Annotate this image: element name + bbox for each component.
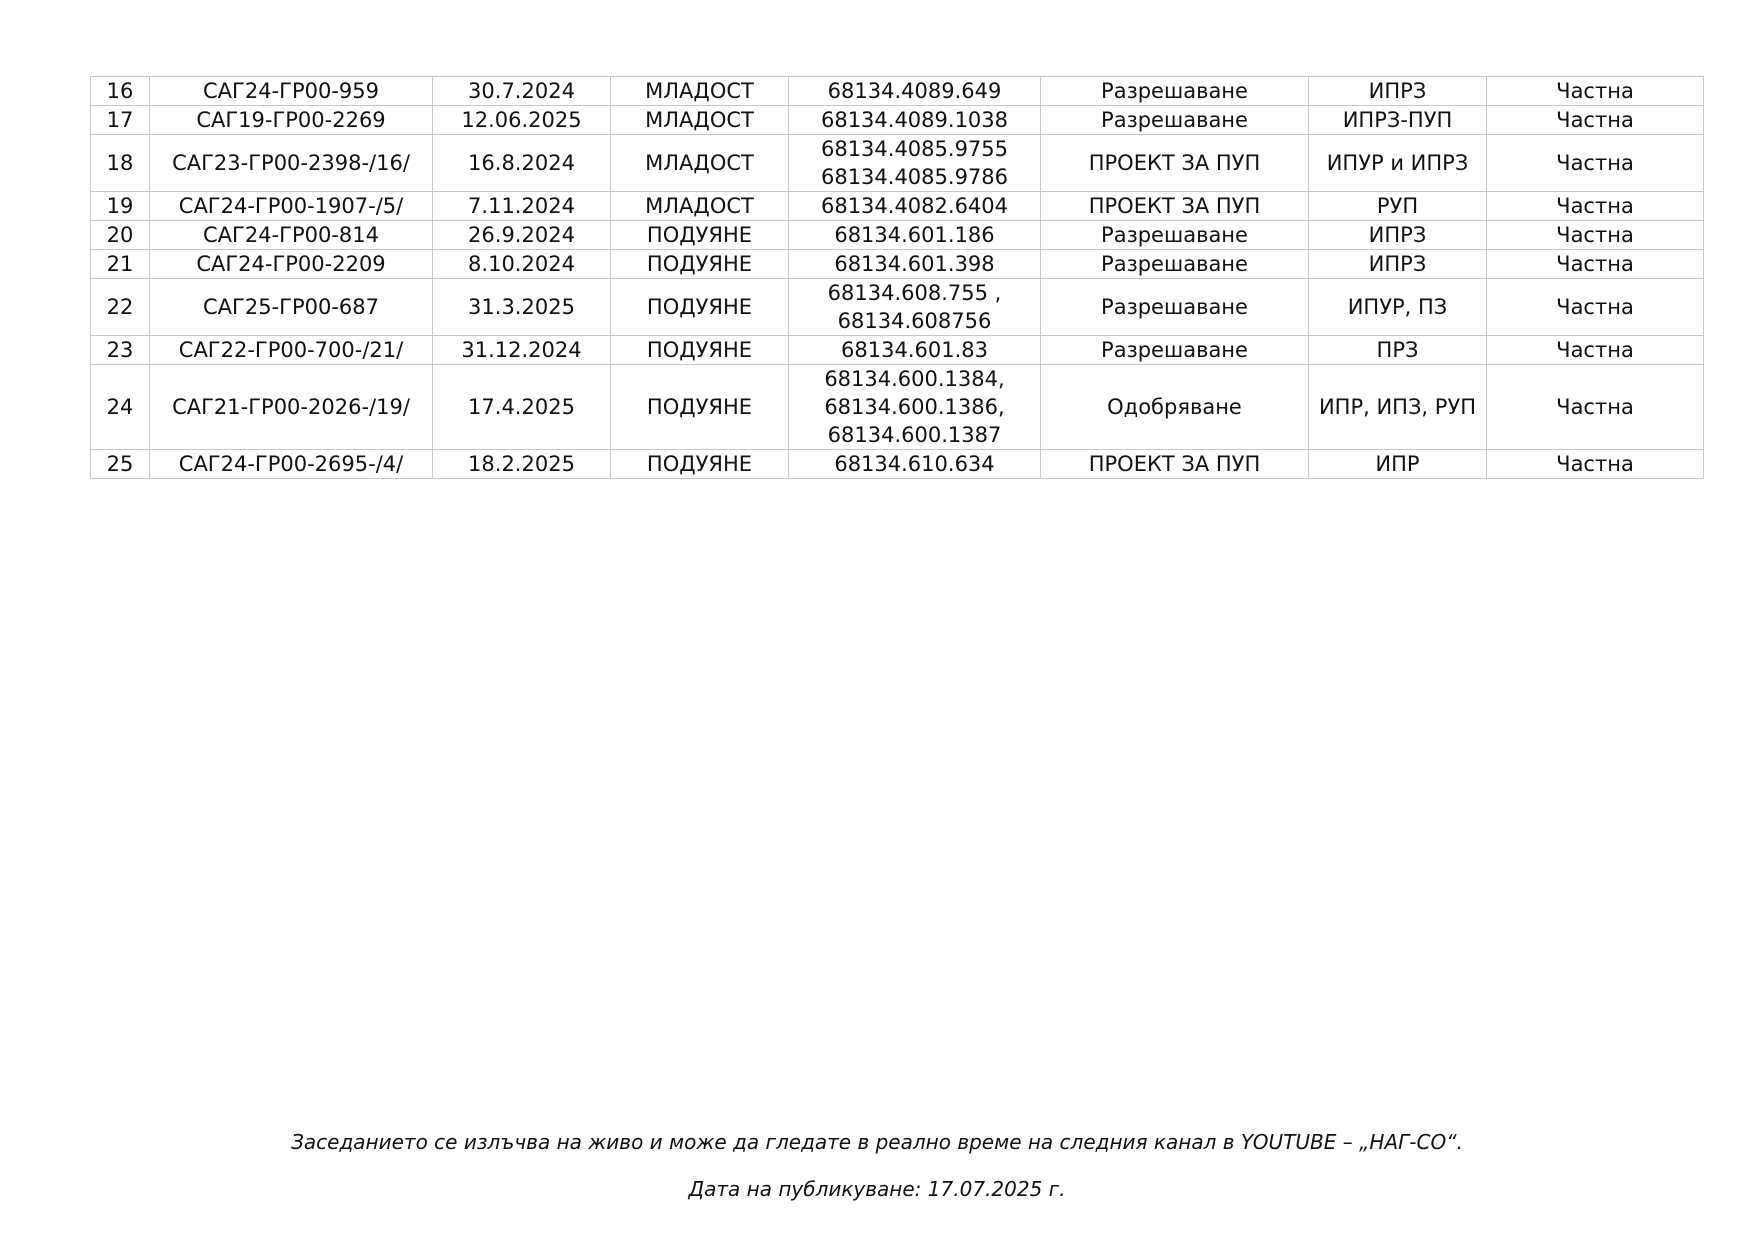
- table-row: [91, 77, 1704, 106]
- date-cell: 30.7.2024: [433, 77, 611, 106]
- parcel-ids-cell: [789, 106, 1041, 135]
- file-number-cell: САГ24-ГР00-959: [150, 77, 433, 106]
- date-cell: 17.4.2025: [433, 365, 611, 450]
- ownership-cell: Частна: [1487, 250, 1704, 279]
- action-cell: Разрешаване: [1041, 336, 1309, 365]
- records-table: [90, 76, 1704, 479]
- parcel-id: 68134.4085.9755: [820, 137, 1009, 161]
- table-row: [91, 365, 1704, 450]
- plan-type-cell: ИПУР, ПЗ: [1309, 279, 1487, 336]
- ownership-cell: Частна: [1487, 336, 1704, 365]
- date-cell: 31.12.2024: [433, 336, 611, 365]
- parcel-id: 68134.601.186: [834, 223, 995, 247]
- parcel-id: 68134.4082.6404: [820, 194, 1009, 218]
- parcel-id: 68134.608756: [837, 309, 992, 333]
- file-number-cell: САГ24-ГР00-2695-/4/: [150, 450, 433, 479]
- row-number-cell: 16: [91, 77, 150, 106]
- table-row: [91, 336, 1704, 365]
- plan-type-cell: ИПУР и ИПРЗ: [1309, 135, 1487, 192]
- table-row: [91, 221, 1704, 250]
- parcel-ids-cell: [789, 279, 1041, 336]
- action-cell: Разрешаване: [1041, 221, 1309, 250]
- table-row: [91, 250, 1704, 279]
- parcel-id: 68134.608.755 ,: [827, 281, 1002, 305]
- broadcast-notice: Заседанието се излъчва на живо и може да гледате в реално време на следния канал в YOUTUBE – „НАГ-СО“.: [291, 1130, 1463, 1154]
- file-number-cell: САГ24-ГР00-1907-/5/: [150, 192, 433, 221]
- ownership-cell: Частна: [1487, 365, 1704, 450]
- file-number-cell: САГ24-ГР00-2209: [150, 250, 433, 279]
- date-cell: 31.3.2025: [433, 279, 611, 336]
- parcel-id: 68134.4085.9786: [820, 165, 1009, 189]
- district-cell: ПОДУЯНЕ: [611, 279, 789, 336]
- ownership-cell: Частна: [1487, 279, 1704, 336]
- ownership-cell: Частна: [1487, 221, 1704, 250]
- plan-type-cell: ИПРЗ: [1309, 77, 1487, 106]
- parcel-ids-cell: [789, 365, 1041, 450]
- file-number-cell: САГ23-ГР00-2398-/16/: [150, 135, 433, 192]
- date-cell: 12.06.2025: [433, 106, 611, 135]
- date-cell: 18.2.2025: [433, 450, 611, 479]
- district-cell: МЛАДОСТ: [611, 135, 789, 192]
- parcel-id: 68134.4089.649: [827, 79, 1002, 103]
- district-cell: МЛАДОСТ: [611, 77, 789, 106]
- action-cell: Разрешаване: [1041, 77, 1309, 106]
- parcel-id: 68134.610.634: [834, 452, 995, 476]
- parcel-ids-cell: [789, 450, 1041, 479]
- date-cell: 16.8.2024: [433, 135, 611, 192]
- district-cell: ПОДУЯНЕ: [611, 336, 789, 365]
- row-number-cell: 18: [91, 135, 150, 192]
- parcel-ids-cell: [789, 77, 1041, 106]
- file-number-cell: САГ19-ГР00-2269: [150, 106, 433, 135]
- parcel-id: 68134.600.1384,: [824, 367, 1005, 391]
- parcel-id: 68134.600.1387: [827, 423, 1002, 447]
- plan-type-cell: ИПРЗ: [1309, 221, 1487, 250]
- ownership-cell: Частна: [1487, 77, 1704, 106]
- publication-date: Дата на публикуване: 17.07.2025 г.: [688, 1177, 1066, 1201]
- parcel-id: 68134.601.398: [834, 252, 995, 276]
- action-cell: Разрешаване: [1041, 279, 1309, 336]
- plan-type-cell: ИПР, ИПЗ, РУП: [1309, 365, 1487, 450]
- action-cell: Разрешаване: [1041, 106, 1309, 135]
- plan-type-cell: ПРЗ: [1309, 336, 1487, 365]
- row-number-cell: 20: [91, 221, 150, 250]
- parcel-id: 68134.600.1386,: [824, 395, 1005, 419]
- parcel-ids-cell: [789, 192, 1041, 221]
- ownership-cell: Частна: [1487, 192, 1704, 221]
- date-cell: 8.10.2024: [433, 250, 611, 279]
- parcel-ids-cell: [789, 135, 1041, 192]
- district-cell: ПОДУЯНЕ: [611, 250, 789, 279]
- district-cell: ПОДУЯНЕ: [611, 221, 789, 250]
- action-cell: Разрешаване: [1041, 250, 1309, 279]
- plan-type-cell: РУП: [1309, 192, 1487, 221]
- row-number-cell: 19: [91, 192, 150, 221]
- row-number-cell: 24: [91, 365, 150, 450]
- ownership-cell: Частна: [1487, 450, 1704, 479]
- ownership-cell: Частна: [1487, 135, 1704, 192]
- date-cell: 26.9.2024: [433, 221, 611, 250]
- file-number-cell: САГ22-ГР00-700-/21/: [150, 336, 433, 365]
- row-number-cell: 22: [91, 279, 150, 336]
- file-number-cell: САГ24-ГР00-814: [150, 221, 433, 250]
- district-cell: ПОДУЯНЕ: [611, 450, 789, 479]
- action-cell: ПРОЕКТ ЗА ПУП: [1041, 192, 1309, 221]
- table-row: [91, 450, 1704, 479]
- parcel-id: 68134.601.83: [841, 338, 988, 362]
- table-row: [91, 192, 1704, 221]
- table-row: [91, 106, 1704, 135]
- row-number-cell: 25: [91, 450, 150, 479]
- plan-type-cell: ИПРЗ-ПУП: [1309, 106, 1487, 135]
- district-cell: ПОДУЯНЕ: [611, 365, 789, 450]
- parcel-ids-cell: [789, 336, 1041, 365]
- table-row: [91, 279, 1704, 336]
- parcel-ids-cell: [789, 250, 1041, 279]
- action-cell: ПРОЕКТ ЗА ПУП: [1041, 450, 1309, 479]
- file-number-cell: САГ25-ГР00-687: [150, 279, 433, 336]
- district-cell: МЛАДОСТ: [611, 192, 789, 221]
- plan-type-cell: ИПРЗ: [1309, 250, 1487, 279]
- district-cell: МЛАДОСТ: [611, 106, 789, 135]
- parcel-ids-cell: [789, 221, 1041, 250]
- table-row: [91, 135, 1704, 192]
- file-number-cell: САГ21-ГР00-2026-/19/: [150, 365, 433, 450]
- row-number-cell: 21: [91, 250, 150, 279]
- ownership-cell: Частна: [1487, 106, 1704, 135]
- row-number-cell: 17: [91, 106, 150, 135]
- action-cell: ПРОЕКТ ЗА ПУП: [1041, 135, 1309, 192]
- plan-type-cell: ИПР: [1309, 450, 1487, 479]
- records-table-body: [91, 77, 1704, 479]
- action-cell: Одобряване: [1041, 365, 1309, 450]
- row-number-cell: 23: [91, 336, 150, 365]
- parcel-id: 68134.4089.1038: [820, 108, 1009, 132]
- date-cell: 7.11.2024: [433, 192, 611, 221]
